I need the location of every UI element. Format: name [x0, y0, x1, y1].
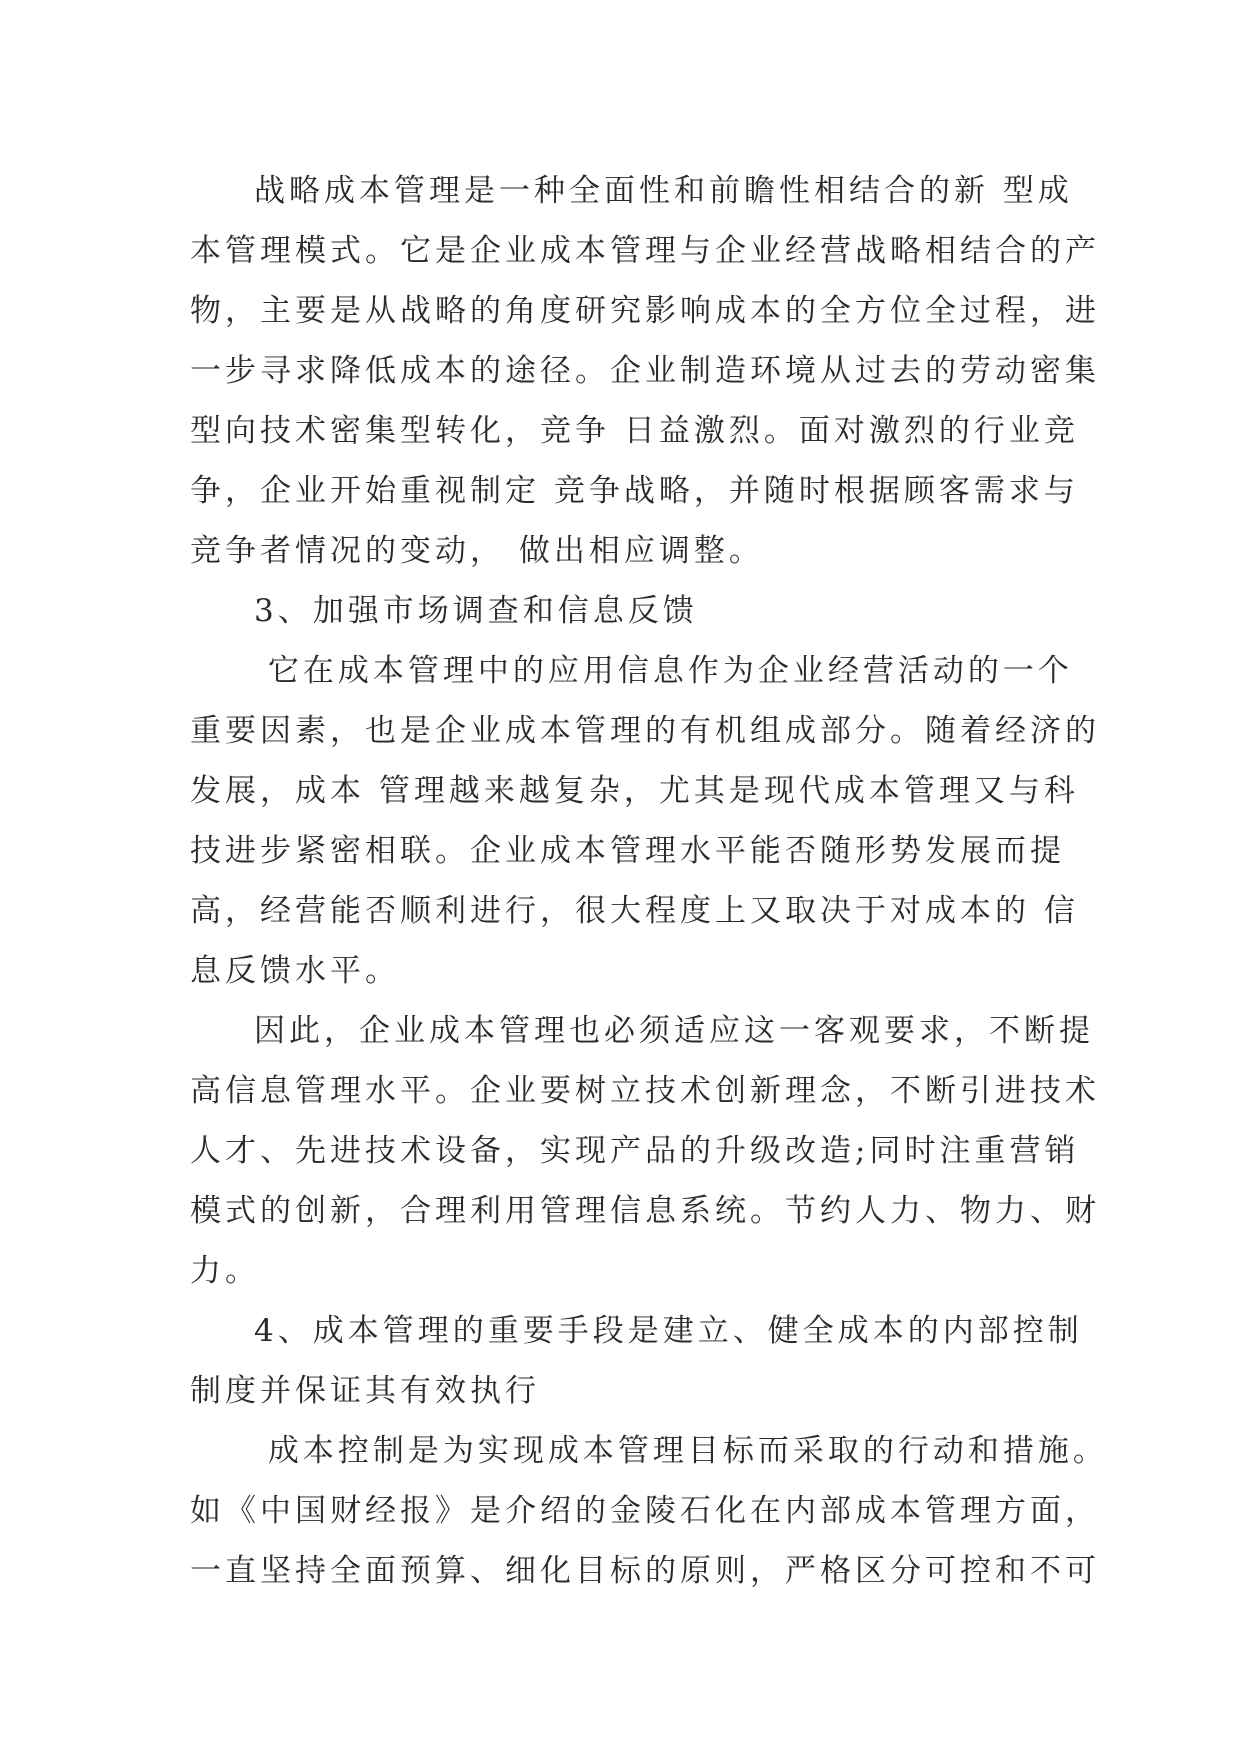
text-line: 高，经营能否顺利进行，很大程度上又取决于对成本的 信 — [190, 893, 1079, 929]
text-line: 竞争者情况的变动， 做出相应调整。 — [190, 533, 764, 569]
heading-line: 3、加强市场调查和信息反馈 — [254, 593, 698, 629]
heading-line: 制度并保证其有效执行 — [190, 1373, 540, 1409]
text-line: 发展，成本 管理越来越复杂，尤其是现代成本管理又与科 — [190, 773, 1079, 809]
text-line: 重要因素，也是企业成本管理的有机组成部分。随着经济的 — [190, 713, 1100, 749]
document-body — [190, 161, 1108, 1601]
text-line: 争，企业开始重视制定 竞争战略，并随时根据顾客需求与 — [190, 473, 1079, 509]
text-line: 力。 — [190, 1253, 260, 1289]
paragraph-cost-control — [190, 1421, 1108, 1601]
text-line: 一直坚持全面预算、细化目标的原则，严格区分可控和不可 — [190, 1553, 1100, 1589]
heading-line: 4、成本管理的重要手段是建立、健全成本的内部控制 — [254, 1313, 1083, 1349]
text-line: 如《中国财经报》是介绍的金陵石化在内部成本管理方面， — [190, 1493, 1100, 1529]
text-line: 人才、先进技术设备，实现产品的升级改造;同时注重营销 — [190, 1133, 1080, 1169]
text-line: 成本控制是为实现成本管理目标而采取的行动和措施。 — [254, 1433, 1108, 1469]
section-heading-3 — [190, 581, 1070, 641]
text-line: 模式的创新，合理利用管理信息系统。节约人力、物力、财 — [190, 1193, 1100, 1229]
text-line: 它在成本管理中的应用信息作为企业经营活动的一个 — [254, 653, 1073, 689]
paragraph-information-feedback — [190, 641, 1100, 1001]
paragraph-information-management — [190, 1001, 1100, 1301]
paragraph-strategic-cost-management — [190, 161, 1100, 581]
section-heading-4 — [190, 1301, 1083, 1421]
text-line: 物，主要是从战略的角度研究影响成本的全方位全过程，进 — [190, 293, 1100, 329]
text-line: 型向技术密集型转化，竞争 日益激烈。面对激烈的行业竞 — [190, 413, 1079, 449]
text-line: 本管理模式。它是企业成本管理与企业经营战略相结合的产 — [190, 233, 1100, 269]
text-line: 息反馈水平。 — [190, 953, 400, 989]
text-line: 高信息管理水平。企业要树立技术创新理念，不断引进技术 — [190, 1073, 1100, 1109]
text-line: 战略成本管理是一种全面性和前瞻性相结合的新 型成 — [254, 173, 1073, 209]
text-line: 技进步紧密相联。企业成本管理水平能否随形势发展而提 — [190, 833, 1065, 869]
text-line: 因此，企业成本管理也必须适应这一客观要求，不断提 — [254, 1013, 1094, 1049]
text-line: 一步寻求降低成本的途径。企业制造环境从过去的劳动密集 — [190, 353, 1100, 389]
